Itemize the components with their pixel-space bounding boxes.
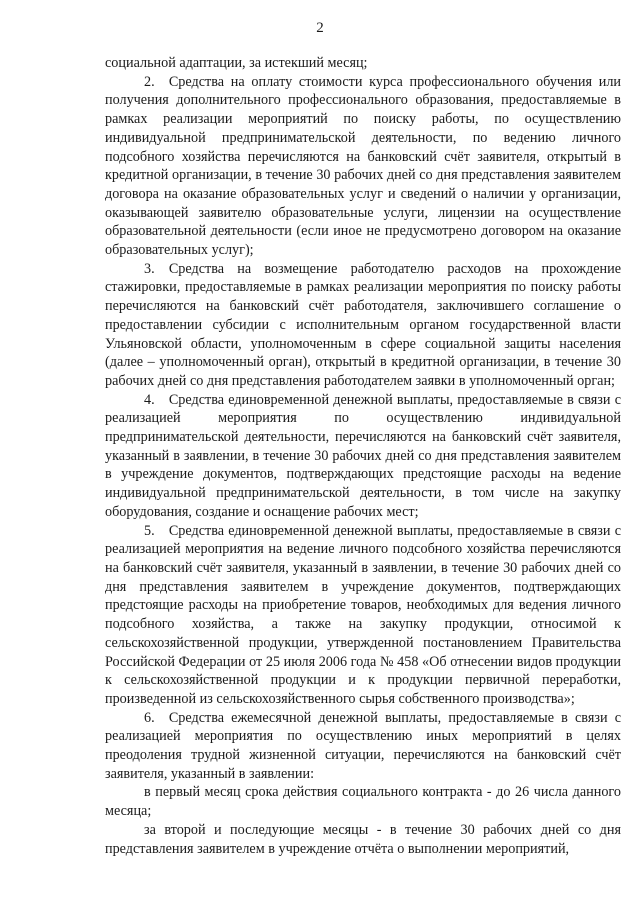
paragraph-item-3: 3. Средства на возмещение работодателю расходов на прохождение стажировки, предоставляемые в рамках реализации мероприятия по поиску работы перечисляются на банковский счёт работодателя, заключившего соглашение о предоставлении субсидии с исполнительным органом государственной власти Ульяновской области, уполномоченным в сфере социальной защиты населения (далее – уполномоченный орган), открытый в кредитной организации, в течение 30 рабочих дней со дня представления работодателем заявки в уполномоченный орган; [105, 260, 621, 389]
paragraph-item-5: 5. Средства единовременной денежной выплаты, предоставляемые в связи с реализацией мероприятия на ведение личного подсобного хозяйства перечисляются на банковский счёт заявителя, указанный в заявлении, в течение 30 рабочих дней со дня представления заявителем в учреждение документов, подтверждающих предстоящие расходы на приобретение товаров, необходимых для ведения личного подсобного хозяйства, а также на закупку продукции, относимой к сельскохозяйственной продукции, утвержденной постановлением Правительства Российской Федерации от 25 июля 2006 года № 458 «Об отнесении видов продукции к сельскохозяйственной продукции и к продукции первичной переработки, произведенной из сельскохозяйственного сырья собственного производства»; [105, 522, 621, 707]
paragraph-subsequent-months: за второй и последующие месяцы - в течение 30 рабочих дней со дня представления заявителем в учреждение отчёта о выполнении мероприятий, [105, 821, 621, 857]
paragraph-first-month: в первый месяц срока действия социального контракта - до 26 числа данного месяца; [105, 784, 621, 820]
paragraph-continuation: социальной адаптации, за истекший месяц; [105, 55, 368, 71]
page-number: 2 [316, 20, 324, 36]
paragraph-item-4: 4. Средства единовременной денежной выплаты, предоставляемые в связи с реализацией мероприятия по осуществлению индивидуальной предпринимательской деятельности, перечисляются на банковский счёт заявителя, указанный в заявлении, в течение 30 рабочих дней со дня представления заявителем в учреждение документов, подтверждающих предстоящие расходы на ведение индивидуальной предпринимательской деятельности, в том числе на закупку оборудования, создание и оснащение рабочих мест; [105, 391, 621, 520]
document-body [105, 54, 621, 858]
paragraph-item-6: 6. Средства ежемесячной денежной выплаты, предоставляемые в связи с реализацией мероприятия по осуществлению иных мероприятий в целях преодоления трудной жизненной ситуации, перечисляются на банковский счёт заявителя, указанный в заявлении: [105, 709, 621, 782]
paragraph-item-2: 2. Средства на оплату стоимости курса профессионального обучения или получения дополнительного профессионального образования, предоставляемые в рамках реализации мероприятий по поиску работы, по осуществлению индивидуальной предпринимательской деятельности, по ведению личного подсобного хозяйства перечисляются на банковский счёт заявителя, открытый в кредитной организации, в течение 30 рабочих дней со дня представления заявителем договора на оказание образовательных услуг и сведений о наличии у организации, оказывающей заявителю образовательные услуги, лицензии на осуществление образовательной деятельности (если иное не предусмотрено договором на оказание образовательных услуг); [105, 73, 621, 259]
